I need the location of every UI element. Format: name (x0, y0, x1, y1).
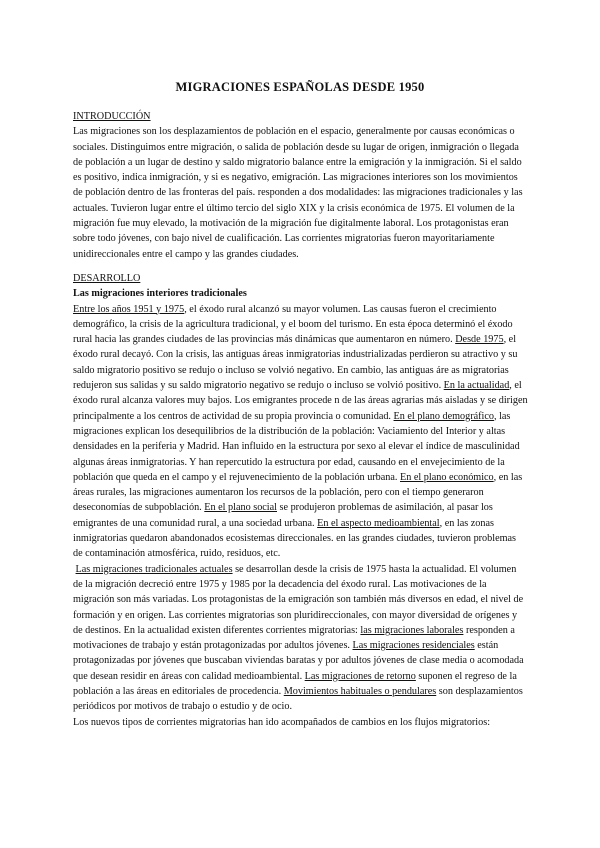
desarrollo-heading: DESARROLLO (73, 272, 141, 284)
underlined-phrase: Las migraciones tradicionales actuales (75, 563, 233, 575)
intro-heading: INTRODUCCIÓN (73, 111, 151, 122)
paragraph-text: se produjeron problemas de asimilación, al pasar los emigrantes de una comunidad rural, a una sociedad urbana. (73, 502, 493, 529)
paragraph-text: , el éxodo rural alcanzó su mayor volumen. Las causas fueron el crecimiento demográfico, la crisis de la agricultura tradicional, y el boom del turismo. En esta época determinó el éxodo rural hacia las grandes ciudades de las provincias más dinámicas que aumentaron en número. (73, 303, 513, 346)
underlined-phrase: En el aspecto medioambiental (317, 517, 440, 529)
paragraph-text: , en las áreas rurales, las migraciones aumentaron los recursos de la población, pero con el tiempo generaron deseconomías de subpoblación. (73, 471, 523, 514)
underlined-phrase: Entre los años 1951 y 1975 (73, 303, 185, 315)
paragraph-text: suponen el regreso de la población a las áreas en editoriales de procedencia. (73, 670, 517, 697)
intro-paragraph: Las migraciones son los desplazamientos de población en el espacio, generalmente por causas económicas o sociales. Distinguimos entre migración, o salida de población desde su lugar de origen, inmigración o llegada de población a un lugar de destino y saldo migratorio balance entre la emigración y la inmigración. Si el saldo es positivo, indica inmigración, y si es negativo, emigración. Las migraciones interiores son los movimientos de población dentro de las fronteras del país. responden a dos modalidades: las migraciones tradicionales y las actuales. Tuvieron lugar entre el último tercio del siglo XIX y la crisis económica de 1975. El volumen de la migración fue muy elevado, la motivación de la migración fue digitalmente laboral. Los protagonistas eran sobre todo jóvenes, con bajo nivel de cualificación. Las corrientes migratorias fueron mayoritariamente unidireccionales entre el campo y las grandes ciudades. (73, 126, 523, 260)
underlined-phrase: las migraciones laborales (360, 624, 464, 636)
traditional-migrations-subheading: Las migraciones interiores tradicionales (73, 288, 247, 300)
underlined-phrase: Desde 1975 (455, 334, 504, 346)
paragraph-text: están protagonizadas por jóvenes que buscaban viviendas baratas y por adultos jóvenes de clase media o acomodada que desean residir en áreas con calidad medioambiental. (73, 640, 524, 682)
underlined-phrase: Las migraciones residenciales (352, 640, 475, 652)
paragraph-text: , el éxodo rural alcanza valores muy bajos. Los emigrantes procede n de las áreas agrarias más aisladas y se dirigen principalmente a los centros de actividad de su propia provincia o comunidad. (73, 380, 528, 422)
current-migrations-paragraph (73, 562, 528, 715)
underlined-phrase: En la actualidad (443, 380, 510, 392)
paragraph-text: son desplazamientos periódicos por motivos de trabajo o estudio y de ocio. (73, 685, 523, 713)
paragraph-text: , en las zonas inmigratorias quedaron abandonados ecosistemas direccionales. en las grandes ciudades, tuvieron problemas de contaminación atmosférica, ruido, residuos, etc. (73, 517, 517, 560)
paragraph-text: , las migraciones explican los desequilibrios de la distribución de la población: Vaciamiento del Interior y altas densidades en la periferia y Madrid. Han influido en la estructura por sexo al elevar el índice de masculinidad algunas áreas inmigratorias. Y han repercutido la estructura por edad, causando en el envejecimiento de la población que queda en el campo y el rejuvenecimiento de la población urbana. (73, 410, 520, 483)
traditional-migrations-paragraph (73, 302, 528, 562)
page-title: MIGRACIONES ESPAÑOLAS DESDE 1950 (175, 80, 425, 94)
new-flows-paragraph: Los nuevos tipos de corrientes migratorias han ido acompañados de cambios en los flujos migratorios: (73, 716, 491, 728)
paragraph-text: , el éxodo rural decayó. Con la crisis, las antiguas áreas inmigratorias industrializadas perdieron su atractivo y su saldo migratorio positivo se redujo o incluso se volvió negativo. En cambio, las antiguas áre as migratorias redujeron sus salidas y su saldo migratorio negativo se redujo o incluso se volvió positivo. (73, 334, 518, 392)
underlined-phrase: En el plano social (204, 502, 277, 514)
section-gap (73, 262, 528, 271)
document-body (73, 109, 528, 730)
paragraph-text: responden a motivaciones de trabajo y están protagonizadas por adultos jóvenes. (73, 624, 515, 652)
paragraph-text: se desarrollan desde la crisis de 1975 hasta la actualidad. El volumen de la migración decreció entre 1975 y 1985 por la decadencia del éxodo rural. Las motivaciones de la migración son más variadas. Los protagonistas de la emigración son también más diversos en edad, el nivel de formación y en origen. Las corrientes migratorias son pluridireccionales, con mayor diversidad de orígenes y de destinos. En la actualidad existen diferentes corrientes migratorias: (73, 563, 524, 636)
underlined-phrase: Las migraciones de retorno (304, 670, 416, 682)
underlined-phrase: En el plano económico (400, 471, 494, 483)
underlined-phrase: En el plano demográfico (393, 410, 494, 422)
underlined-phrase: Movimientos habituales o pendulares (283, 685, 437, 697)
